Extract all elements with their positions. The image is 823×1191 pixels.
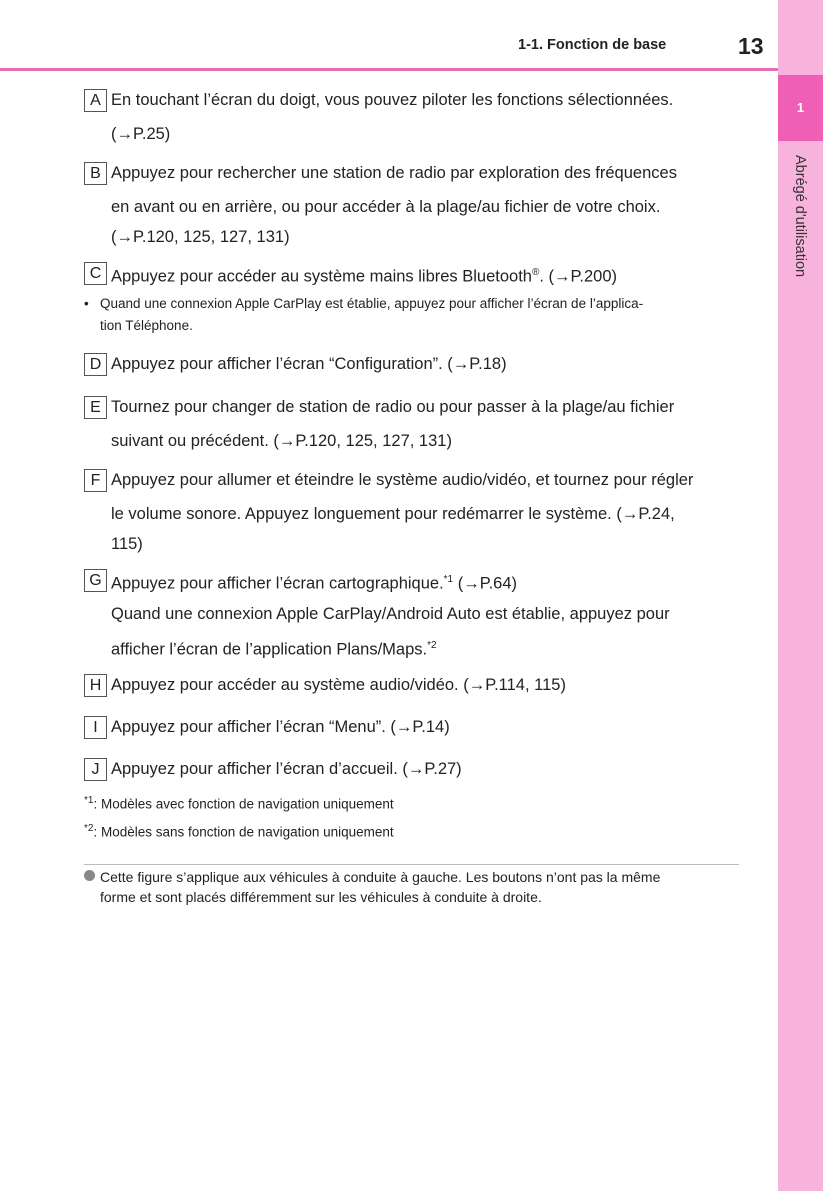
letter-box: H	[84, 674, 107, 697]
letter-box: C	[84, 262, 107, 285]
item-text: En touchant l’écran du doigt, vous pouvez piloter les fonctions sélectionnées.	[111, 91, 674, 109]
item-text: le volume sonore. Appuyez longuement pour redémarrer le système. (→P.24,	[111, 505, 675, 523]
item-text: Appuyez pour afficher l’écran “Configuration”. (→P.18)	[111, 355, 507, 373]
note-text: forme et sont placés différemment sur les véhicules à conduite à droite.	[100, 889, 542, 905]
text: Appuyez pour accéder au système mains libres Bluetooth	[111, 267, 532, 286]
item-text: Appuyez pour rechercher une station de radio par exploration des fréquences	[111, 164, 677, 182]
item-text: en avant ou en arrière, ou pour accéder à la plage/au fichier de votre choix.	[111, 198, 661, 216]
footnote-mark: *2	[427, 640, 437, 651]
footnote-text: : Modèles sans fonction de navigation uniquement	[93, 824, 394, 840]
page-ref: (→P.64)	[453, 574, 517, 593]
item-text	[111, 636, 437, 660]
item-text	[111, 570, 517, 594]
page-number: 13	[738, 33, 764, 59]
page-ref: (→P.25)	[111, 125, 171, 143]
divider	[84, 864, 739, 865]
note-text: Cette figure s’applique aux véhicules à conduite à gauche. Les boutons n’ont pas la même	[100, 869, 661, 885]
footnote	[84, 820, 394, 842]
chapter-tab[interactable]: 1	[778, 75, 823, 141]
item-text: suivant ou précédent. (→P.120, 125, 127, 131)	[111, 432, 452, 450]
item-text: Quand une connexion Apple CarPlay/Android Auto est établie, appuyez pour	[111, 605, 670, 623]
item-text: 115)	[111, 535, 143, 553]
footnote-mark: *2	[84, 823, 94, 834]
section-title: 1-1. Fonction de base	[518, 37, 667, 53]
item-text: Tournez pour changer de station de radio ou pour passer à la plage/au fichier	[111, 398, 675, 416]
bullet: •	[84, 296, 89, 311]
letter-box: A	[84, 89, 107, 112]
bullet-circle-icon	[84, 870, 95, 881]
letter-box: J	[84, 758, 107, 781]
item-text: Appuyez pour afficher l’écran “Menu”. (→P.14)	[111, 718, 450, 736]
footnote-text: : Modèles avec fonction de navigation uniquement	[93, 796, 394, 812]
registered-mark: ®	[531, 267, 540, 278]
footnote-mark: *1	[443, 574, 454, 585]
item-text: Appuyez pour afficher l’écran d’accueil. (→P.27)	[111, 760, 462, 778]
page-ref: (→P.120, 125, 127, 131)	[111, 228, 290, 246]
bullet-text: tion Téléphone.	[100, 318, 193, 333]
letter-box: D	[84, 353, 107, 376]
footnote-mark: *1	[84, 795, 94, 806]
letter-box: G	[84, 569, 107, 592]
item-text: Appuyez pour accéder au système audio/vidéo. (→P.114, 115)	[111, 676, 566, 694]
item-text: Appuyez pour allumer et éteindre le système audio/vidéo, et tournez pour régler	[111, 471, 694, 489]
header-rule	[0, 68, 778, 71]
text: afficher l’écran de l’application Plans/Maps.	[111, 640, 428, 659]
item-text	[111, 263, 617, 287]
letter-box: B	[84, 162, 107, 185]
letter-box: F	[84, 469, 107, 492]
text: Appuyez pour afficher l’écran cartographique.	[111, 574, 444, 593]
bullet-text: Quand une connexion Apple CarPlay est établie, appuyez pour afficher l’écran de l’applica-	[100, 296, 644, 311]
page-ref: . (→P.200)	[539, 267, 618, 286]
letter-box: I	[84, 716, 107, 739]
letter-box: E	[84, 396, 107, 419]
chapter-label: Abrégé d'utilisation	[792, 155, 808, 278]
footnote	[84, 792, 394, 814]
